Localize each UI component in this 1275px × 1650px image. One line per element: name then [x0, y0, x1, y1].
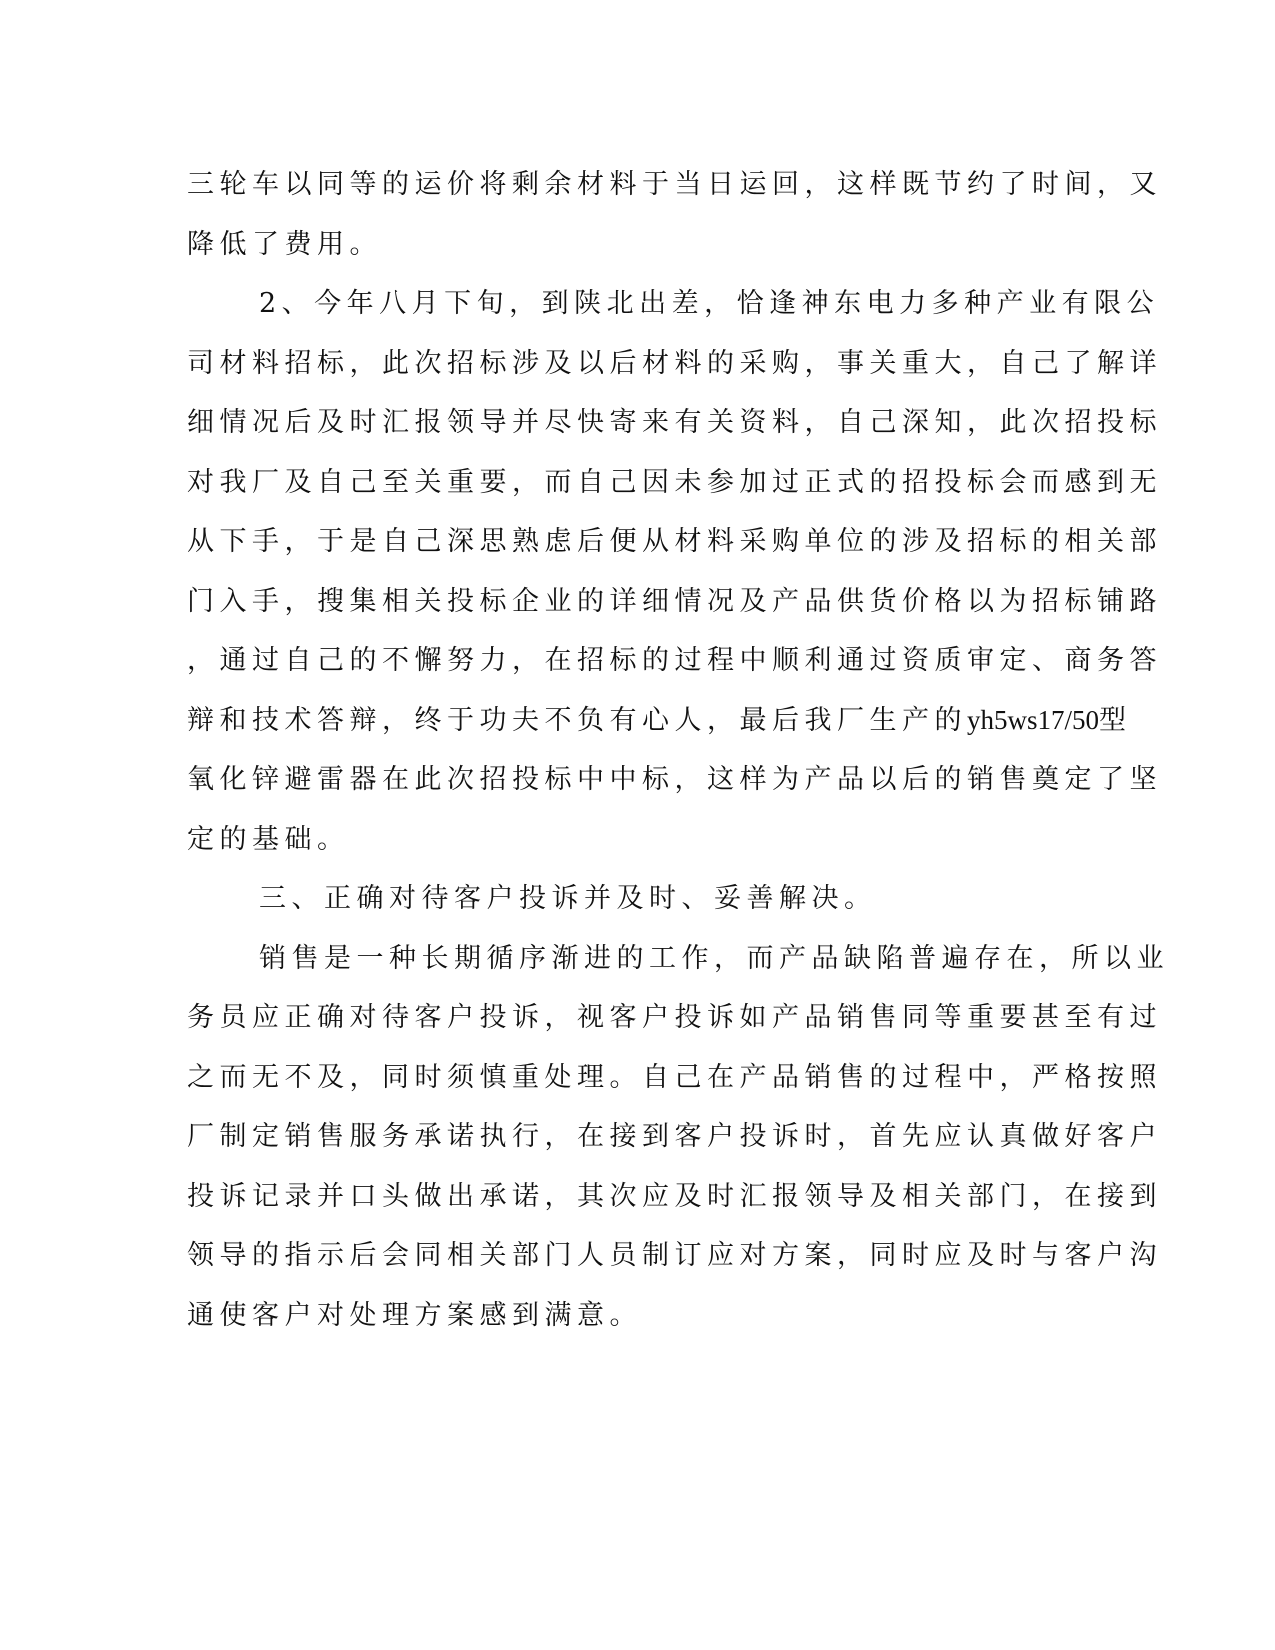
text-line: 定的基础。	[187, 823, 350, 855]
document-body	[187, 155, 1169, 1345]
text-line: 对我厂及自己至关重要，而自己因未参加过正式的招投标会而感到无	[187, 466, 1162, 498]
text-line: 通使客户对处理方案感到满意。	[187, 1299, 642, 1331]
text-line: 从下手，于是自己深思熟虑后便从材料采购单位的涉及招标的相关部	[187, 526, 1162, 557]
text-line: 投诉记录并口头做出承诺，其次应及时汇报领导及相关部门，在接到	[187, 1180, 1162, 1212]
text-segment: 辩和技术答辩，终于功夫不负有心人，最后我厂生产的	[187, 704, 967, 736]
text-line: 司材料招标，此次招标涉及以后材料的采购，事关重大，自己了解详	[187, 347, 1162, 379]
text-line-mixed	[187, 691, 1132, 751]
text-line: 降低了费用。	[187, 228, 382, 260]
text-line: 三轮车以同等的运价将剩余材料于当日运回，这样既节约了时间，又	[187, 169, 1162, 200]
text-line: 之而无不及，同时须慎重处理。自己在产品销售的过程中，严格按照	[187, 1061, 1162, 1093]
text-line: 细情况后及时汇报领导并尽快寄来有关资料，自己深知，此次招投标	[187, 407, 1162, 438]
text-line: 门入手，搜集相关投标企业的详细情况及产品供货价格以为招标铺路	[187, 585, 1162, 617]
text-line: 氧化锌避雷器在此次招投标中中标，这样为产品以后的销售奠定了坚	[187, 764, 1162, 795]
model-number: yh5ws17/50	[967, 704, 1100, 735]
paragraph-start-line: 2、今年八月下旬，到陕北出差，恰逢神东电力多种产业有限公	[259, 288, 1160, 319]
paragraph-start-line: 销售是一种长期循序渐进的工作，而产品缺陷普遍存在，所以业	[259, 942, 1169, 974]
text-line: 领导的指示后会同相关部门人员制订应对方案，同时应及时与客户沟	[187, 1240, 1162, 1271]
section-heading: 三、正确对待客户投诉并及时、妥善解决。	[259, 883, 877, 914]
text-line: 务员应正确对待客户投诉，视客户投诉如产品销售同等重要甚至有过	[187, 1002, 1162, 1033]
text-line: 厂制定销售服务承诺执行，在接到客户投诉时，首先应认真做好客户	[187, 1121, 1162, 1152]
text-segment: 型	[1099, 704, 1132, 736]
text-line: ，通过自己的不懈努力，在招标的过程中顺利通过资质审定、商务答	[187, 645, 1162, 676]
